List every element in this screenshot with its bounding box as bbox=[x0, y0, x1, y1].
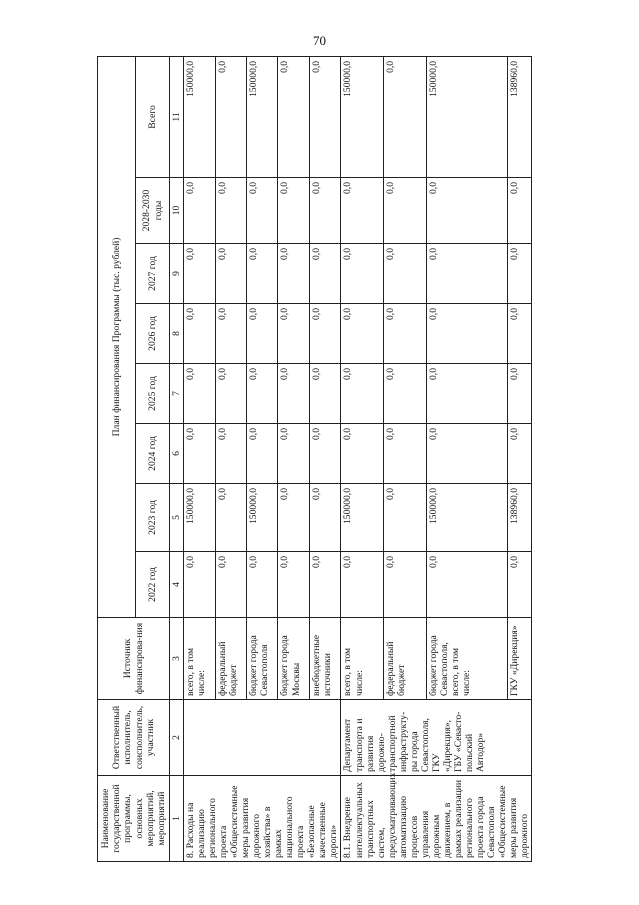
funding-value: 0,0 bbox=[507, 244, 531, 304]
funding-value: 0,0 bbox=[309, 244, 341, 304]
funding-value: 0,0 bbox=[507, 364, 531, 424]
funding-value: 150000,0 bbox=[247, 56, 278, 177]
funding-value: 0,0 bbox=[341, 178, 384, 244]
funding-value: 0,0 bbox=[309, 56, 341, 177]
funding-value: 0,0 bbox=[384, 56, 427, 177]
funding-source: бюджет города Севастополя, всего, в том числе: bbox=[427, 618, 508, 700]
funding-value: 150000,0 bbox=[427, 56, 508, 177]
funding-value: 0,0 bbox=[384, 364, 427, 424]
funding-source: внебюджетные источники bbox=[309, 618, 341, 700]
funding-value: 150000,0 bbox=[427, 484, 508, 552]
funding-source: всего, в том числе: bbox=[341, 618, 384, 700]
funding-value: 0,0 bbox=[278, 424, 309, 484]
funding-value: 150000,0 bbox=[184, 56, 215, 177]
funding-value: 0,0 bbox=[278, 244, 309, 304]
funding-value: 0,0 bbox=[278, 304, 309, 364]
funding-value: 0,0 bbox=[184, 244, 215, 304]
funding-value: 0,0 bbox=[247, 304, 278, 364]
header-year: 2022 год bbox=[136, 552, 170, 618]
column-number: 3 bbox=[170, 618, 184, 700]
funding-value: 0,0 bbox=[278, 484, 309, 552]
measure-name: 8.1. Внедрение интеллектуальных транспортных систем, предусматривающих автоматизацию процессов управления дорожным движением, в рамках реализации регионального проекта города Севастополя «Общесистемные меры развития дорожного bbox=[341, 776, 532, 862]
funding-value: 0,0 bbox=[384, 484, 427, 552]
header-year: 2023 год bbox=[136, 484, 170, 552]
funding-value: 0,0 bbox=[384, 178, 427, 244]
column-number: 1 bbox=[170, 776, 184, 862]
funding-value: 0,0 bbox=[507, 424, 531, 484]
funding-value: 0,0 bbox=[215, 244, 246, 304]
header-responsible: Ответственный исполнитель, соисполнитель, участник bbox=[98, 700, 170, 776]
header-year: 2025 год bbox=[136, 364, 170, 424]
column-number: 10 bbox=[170, 178, 184, 244]
funding-value: 0,0 bbox=[278, 364, 309, 424]
measure-name: 8. Расходы на реализацию регионального проекта «Общесистемные меры развития дорожного хозяйства» в рамках национального проекта «Безопасные качественные дороги» bbox=[184, 776, 341, 862]
funding-value: 0,0 bbox=[184, 304, 215, 364]
funding-value: 138960,0 bbox=[507, 484, 531, 552]
funding-value: 0,0 bbox=[215, 304, 246, 364]
funding-source: федеральный бюджет bbox=[215, 618, 246, 700]
funding-value: 0,0 bbox=[427, 552, 508, 618]
funding-value: 0,0 bbox=[184, 552, 215, 618]
funding-value: 0,0 bbox=[247, 424, 278, 484]
funding-value: 0,0 bbox=[184, 178, 215, 244]
funding-value: 0,0 bbox=[309, 552, 341, 618]
funding-value: 150000,0 bbox=[341, 56, 384, 177]
funding-value: 0,0 bbox=[341, 304, 384, 364]
funding-value: 0,0 bbox=[384, 244, 427, 304]
column-number: 8 bbox=[170, 304, 184, 364]
funding-value: 138960,0 bbox=[507, 56, 531, 177]
table-row bbox=[341, 56, 384, 861]
funding-value: 0,0 bbox=[341, 552, 384, 618]
funding-value: 0,0 bbox=[247, 364, 278, 424]
funding-value: 0,0 bbox=[507, 178, 531, 244]
funding-value: 0,0 bbox=[215, 364, 246, 424]
funding-value: 0,0 bbox=[309, 424, 341, 484]
financing-table-rotated bbox=[97, 57, 552, 862]
funding-value: 0,0 bbox=[184, 364, 215, 424]
column-number: 7 bbox=[170, 364, 184, 424]
column-number: 6 bbox=[170, 424, 184, 484]
funding-value: 0,0 bbox=[309, 484, 341, 552]
funding-value: 0,0 bbox=[309, 178, 341, 244]
funding-value: 0,0 bbox=[427, 244, 508, 304]
funding-value: 0,0 bbox=[184, 424, 215, 484]
funding-value: 150000,0 bbox=[341, 484, 384, 552]
funding-value: 0,0 bbox=[309, 304, 341, 364]
header-year: 2026 год bbox=[136, 304, 170, 364]
funding-value: 0,0 bbox=[384, 424, 427, 484]
funding-value: 0,0 bbox=[309, 364, 341, 424]
column-number: 11 bbox=[170, 56, 184, 177]
funding-value: 0,0 bbox=[215, 424, 246, 484]
funding-source: бюджет города Москвы bbox=[278, 618, 309, 700]
funding-value: 0,0 bbox=[341, 244, 384, 304]
header-plan: План финансирования Программы (тыс. рублей) bbox=[98, 56, 136, 617]
funding-source: всего, в том числе: bbox=[184, 618, 215, 700]
header-year: 2028-2030 годы bbox=[136, 178, 170, 244]
page-number: 70 bbox=[313, 33, 326, 48]
column-number: 4 bbox=[170, 552, 184, 618]
header-year: 2024 год bbox=[136, 424, 170, 484]
financing-table bbox=[97, 56, 532, 862]
funding-value: 0,0 bbox=[427, 364, 508, 424]
funding-value: 0,0 bbox=[278, 552, 309, 618]
funding-value: 0,0 bbox=[215, 552, 246, 618]
header-source: Источник финансирова-ния bbox=[98, 618, 170, 700]
funding-value: 0,0 bbox=[507, 304, 531, 364]
funding-value: 0,0 bbox=[278, 178, 309, 244]
funding-value: 0,0 bbox=[341, 424, 384, 484]
funding-value: 0,0 bbox=[384, 304, 427, 364]
funding-value: 0,0 bbox=[247, 244, 278, 304]
funding-value: 0,0 bbox=[427, 304, 508, 364]
funding-value: 0,0 bbox=[341, 364, 384, 424]
table-row bbox=[184, 56, 215, 861]
funding-value: 0,0 bbox=[278, 56, 309, 177]
funding-value: 150000,0 bbox=[247, 484, 278, 552]
funding-source: ГКУ «Дирекция» bbox=[507, 618, 531, 700]
header-year: Всего bbox=[136, 56, 170, 177]
column-number: 5 bbox=[170, 484, 184, 552]
funding-value: 0,0 bbox=[507, 552, 531, 618]
responsible-executor bbox=[184, 700, 341, 776]
funding-value: 0,0 bbox=[427, 424, 508, 484]
header-name: Наименование государственной программы, основных мероприятий, мероприятий bbox=[98, 776, 170, 862]
funding-value: 0,0 bbox=[247, 178, 278, 244]
funding-value: 0,0 bbox=[427, 178, 508, 244]
responsible-executor: Департамент транспорта и развития дорожно-транспортной инфраструкту-ры города Севастополя, ГКУ «Дирекция», ГБУ «Севасто-польский Автодор» bbox=[341, 700, 532, 776]
funding-value: 0,0 bbox=[215, 56, 246, 177]
funding-value: 0,0 bbox=[215, 484, 246, 552]
funding-source: федеральный бюджет bbox=[384, 618, 427, 700]
funding-source: бюджет города Севастополя bbox=[247, 618, 278, 700]
funding-value: 0,0 bbox=[247, 552, 278, 618]
funding-value: 150000,0 bbox=[184, 484, 215, 552]
header-year: 2027 год bbox=[136, 244, 170, 304]
column-number: 9 bbox=[170, 244, 184, 304]
column-number: 2 bbox=[170, 700, 184, 776]
funding-value: 0,0 bbox=[384, 552, 427, 618]
funding-value: 0,0 bbox=[215, 178, 246, 244]
